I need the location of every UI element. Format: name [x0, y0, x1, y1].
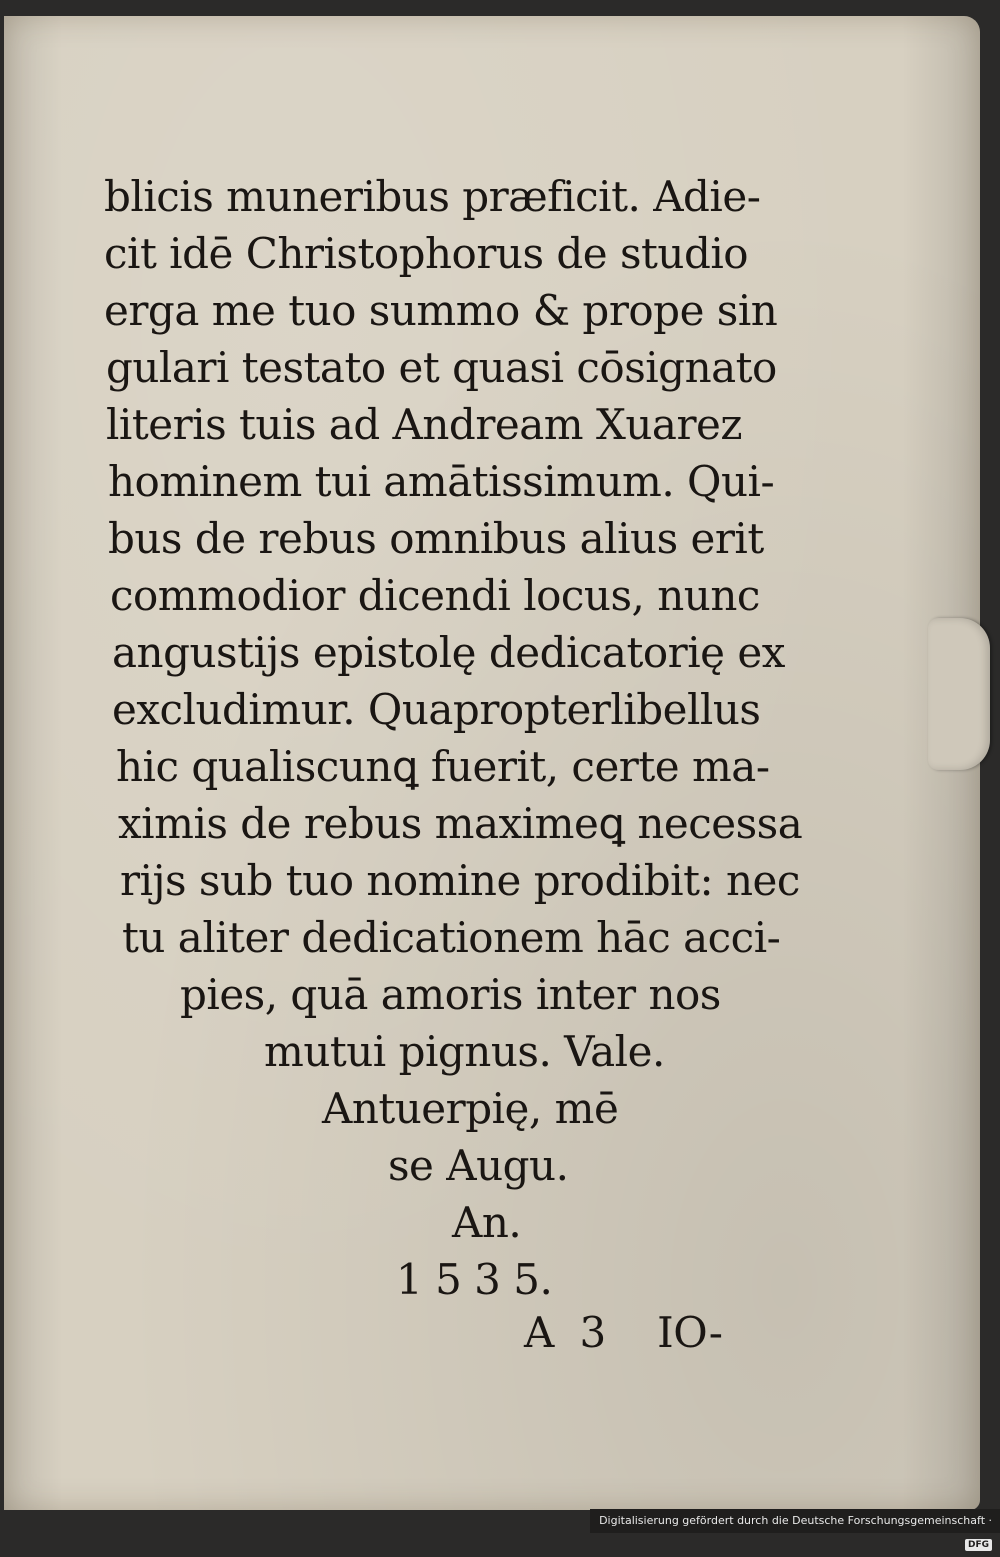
text-line: gulari testato et quasi cōsignato: [106, 343, 777, 392]
credit-text: Digitalisierung gefördert durch die Deutsche Forschungsgemeinschaft ·: [599, 1514, 992, 1527]
text-line: tu aliter dedicationem hāc acci-: [122, 913, 781, 962]
text-line: hic qualiscunꝗ fuerit, certe ma-: [116, 742, 770, 791]
text-line: ximis de rebus maximeꝗ necessa: [118, 799, 803, 848]
text-line: hominem tui amātissimum. Qui-: [108, 457, 775, 506]
signature-mark: A 3 IO-: [524, 1308, 723, 1357]
digitization-credit: [590, 1509, 1000, 1550]
text-line: rijs sub tuo nomine prodibit: nec: [120, 856, 800, 905]
text-line: commodior dicendi locus, nunc: [110, 571, 760, 620]
text-line: bus de rebus omnibus alius erit: [108, 514, 764, 563]
page-clip: [928, 618, 990, 770]
text-line: literis tuis ad Andream Xuarez: [106, 400, 743, 449]
text-line: 1 5 3 5.: [396, 1255, 553, 1304]
book-page: [4, 16, 980, 1510]
text-line: blicis muneribus præficit. Adie-: [104, 172, 761, 221]
text-line: Antuerpię, mē: [322, 1084, 619, 1133]
text-line: excludimur. Quapropterlibellus: [112, 685, 761, 734]
text-line: pies, quā amoris inter nos: [180, 970, 721, 1019]
text-line: cit idē Christophorus de studio: [104, 229, 749, 278]
text-line: erga me tuo summo & prope sin: [104, 286, 778, 335]
text-line: An.: [452, 1198, 522, 1247]
text-line: angustijs epistolę dedicatorię ex: [112, 628, 785, 677]
dfg-logo: DFG: [965, 1539, 992, 1551]
text-line: se Augu.: [388, 1141, 569, 1190]
text-line: mutui pignus. Vale.: [264, 1027, 665, 1076]
